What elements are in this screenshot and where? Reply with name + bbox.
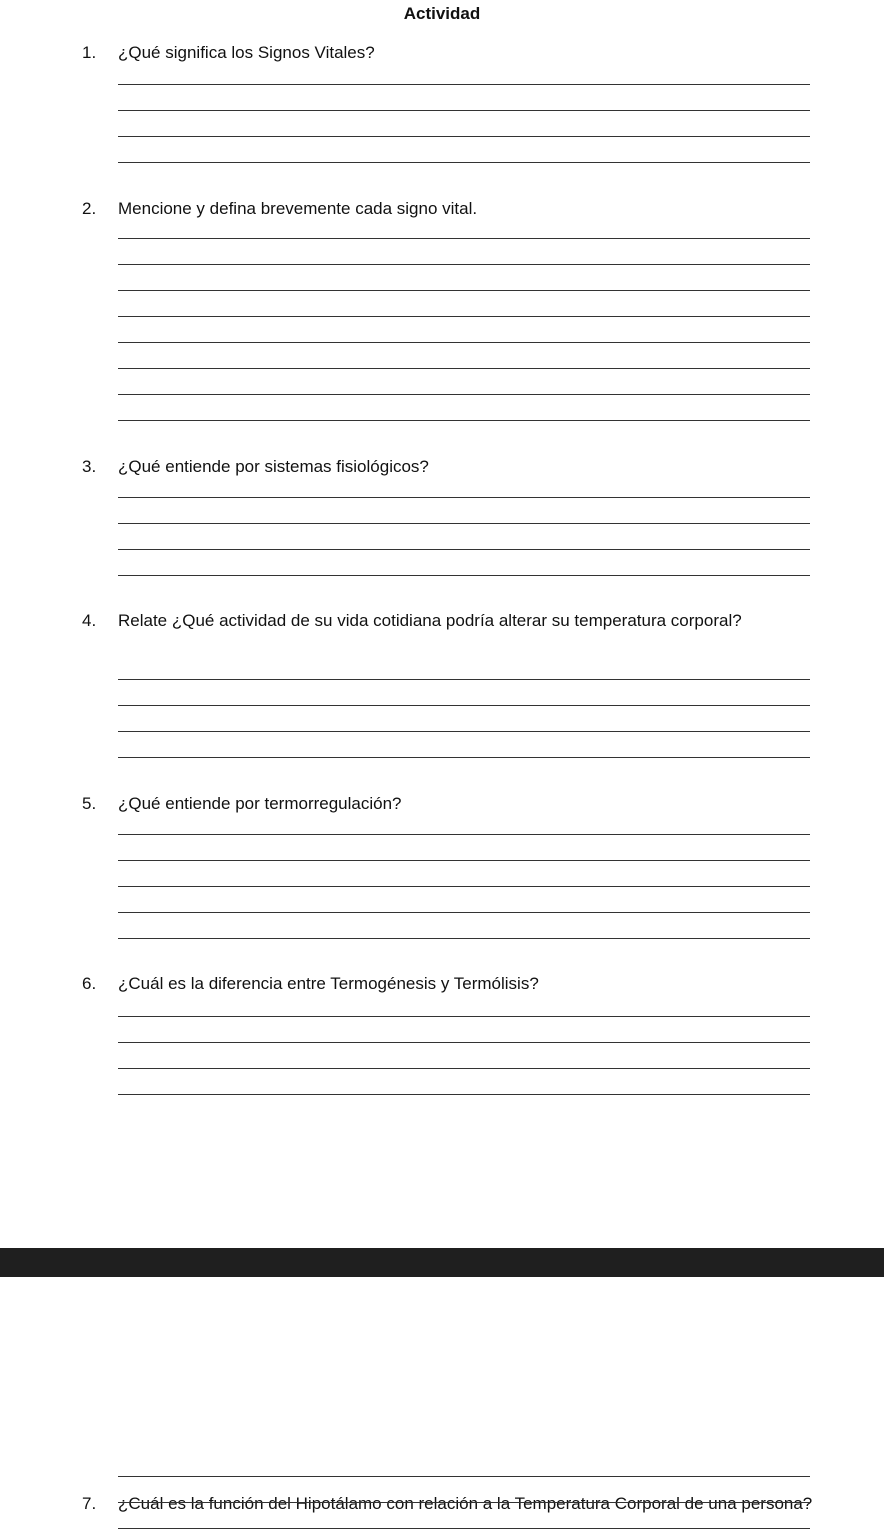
question-text: ¿Cuál es la función del Hipotálamo con relación a la Temperatura Corporal de una persona?: [118, 1494, 813, 1513]
answer-line[interactable]: [118, 136, 810, 137]
answer-line[interactable]: [118, 1016, 810, 1017]
answer-line[interactable]: [118, 162, 810, 163]
page-separator: [0, 1248, 884, 1277]
question-number: 5.: [82, 794, 97, 813]
question-number: 6.: [82, 974, 97, 993]
question-2: [82, 198, 822, 219]
answer-line[interactable]: [118, 679, 810, 680]
answer-line[interactable]: [118, 523, 810, 524]
answer-line[interactable]: [118, 1094, 810, 1095]
question-number: 2.: [82, 199, 97, 218]
question-number: 3.: [82, 457, 97, 476]
answer-line[interactable]: [118, 575, 810, 576]
answer-line[interactable]: [118, 1528, 810, 1529]
answer-line[interactable]: [118, 316, 810, 317]
document-page-2: [0, 1277, 884, 1533]
answer-line[interactable]: [118, 549, 810, 550]
question-number: 7.: [82, 1494, 97, 1513]
answer-line[interactable]: [118, 886, 810, 887]
question-number: 4.: [82, 611, 97, 630]
question-number: 1.: [82, 43, 97, 62]
answer-line[interactable]: [118, 342, 810, 343]
answer-line[interactable]: [118, 1068, 810, 1069]
question-text: ¿Qué entiende por sistemas fisiológicos?: [118, 457, 429, 476]
question-text: Relate ¿Qué actividad de su vida cotidiana podría alterar su temperatura corporal?: [118, 611, 742, 630]
question-6: [82, 973, 822, 994]
answer-line[interactable]: [118, 912, 810, 913]
answer-line[interactable]: [118, 420, 810, 421]
answer-line[interactable]: [118, 1476, 810, 1477]
question-3: [82, 456, 822, 477]
question-7: [82, 1493, 822, 1514]
answer-line[interactable]: [118, 1042, 810, 1043]
answer-line[interactable]: [118, 368, 810, 369]
answer-line[interactable]: [118, 84, 810, 85]
question-5: [82, 793, 822, 814]
document-title: Actividad: [403, 4, 481, 23]
answer-line[interactable]: [118, 705, 810, 706]
question-text: Mencione y defina brevemente cada signo vital.: [118, 199, 478, 218]
answer-line[interactable]: [118, 1502, 810, 1503]
answer-line[interactable]: [118, 860, 810, 861]
question-1: [82, 42, 822, 63]
answer-line[interactable]: [118, 264, 810, 265]
answer-line[interactable]: [118, 938, 810, 939]
answer-line[interactable]: [118, 731, 810, 732]
answer-line[interactable]: [118, 834, 810, 835]
answer-line[interactable]: [118, 497, 810, 498]
answer-line[interactable]: [118, 757, 810, 758]
question-text: ¿Qué significa los Signos Vitales?: [118, 43, 375, 62]
answer-line[interactable]: [118, 110, 810, 111]
question-text: ¿Qué entiende por termorregulación?: [118, 794, 402, 813]
answer-line[interactable]: [118, 290, 810, 291]
question-text: ¿Cuál es la diferencia entre Termogénesis y Termólisis?: [118, 974, 539, 993]
answer-line[interactable]: [118, 394, 810, 395]
answer-line[interactable]: [118, 238, 810, 239]
question-4: [82, 610, 822, 631]
